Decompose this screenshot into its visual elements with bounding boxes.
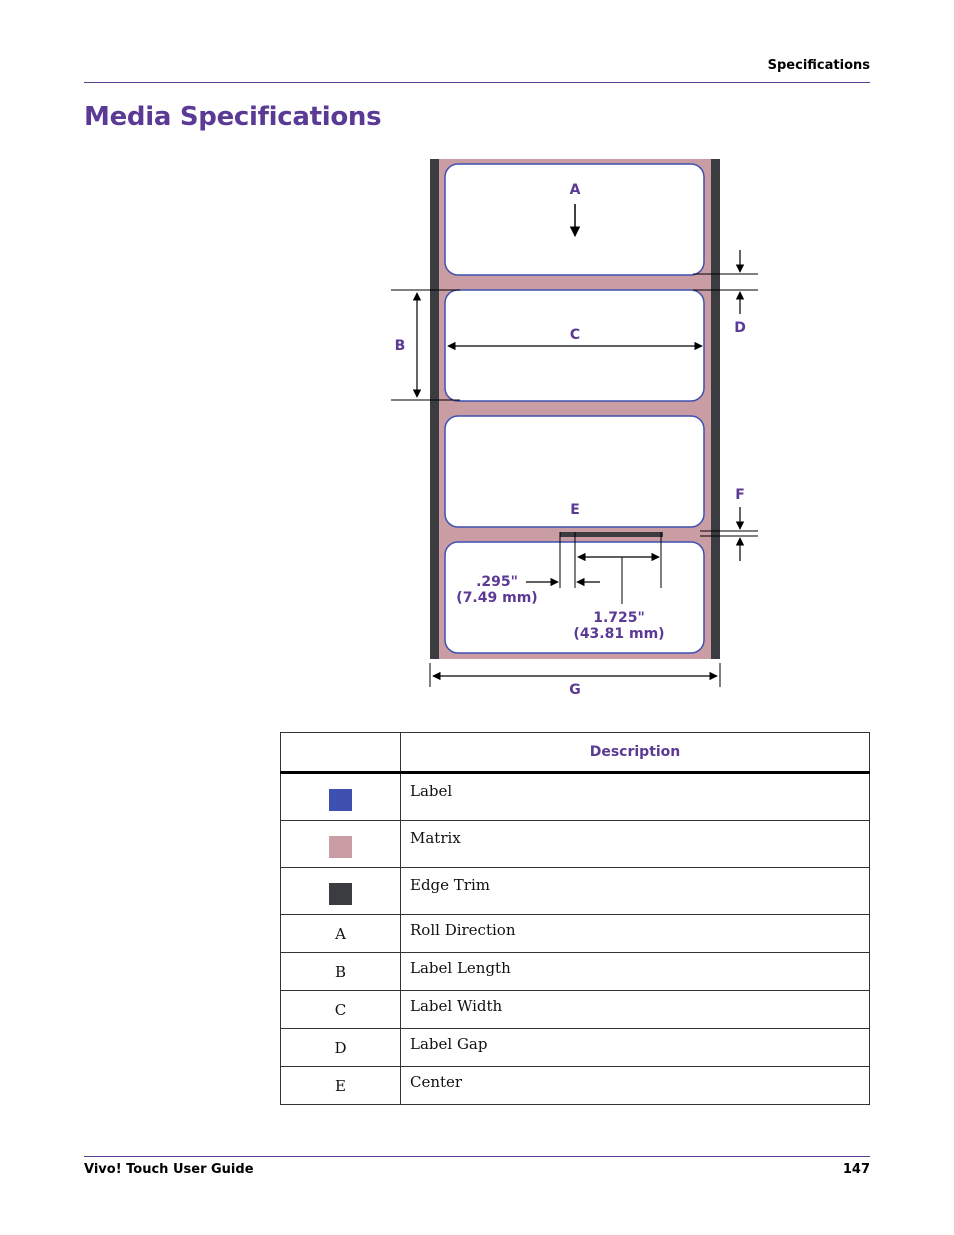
row-key: E xyxy=(281,1067,401,1105)
key-column-header xyxy=(281,733,401,773)
letter-c: C xyxy=(569,327,581,343)
edge-trim-left xyxy=(430,159,439,659)
row-description: Center xyxy=(401,1067,870,1105)
edge-trim-color-swatch xyxy=(329,883,352,905)
label-color-swatch xyxy=(329,789,352,811)
footer-rule xyxy=(84,1156,870,1157)
row-key: D xyxy=(281,1029,401,1067)
page-number: 147 xyxy=(842,1162,870,1177)
description-column-header: Description xyxy=(401,733,870,773)
table-row xyxy=(281,773,870,821)
row-key: A xyxy=(281,915,401,953)
row-description: Label Width xyxy=(401,991,870,1029)
dim2-inches: 1.725" xyxy=(593,610,645,626)
row-key: C xyxy=(281,991,401,1029)
dim1-inches: .295" xyxy=(476,574,518,590)
matrix-color-swatch xyxy=(329,836,352,858)
row-key: B xyxy=(281,953,401,991)
row-description: Matrix xyxy=(401,821,870,868)
table-row xyxy=(281,821,870,868)
letter-d: D xyxy=(734,320,746,336)
row-description: Edge Trim xyxy=(401,868,870,915)
letter-b: B xyxy=(394,338,406,354)
edge-trim-right xyxy=(711,159,720,659)
letter-g: G xyxy=(569,682,581,698)
row-description: Label Length xyxy=(401,953,870,991)
dim2-mm: (43.81 mm) xyxy=(573,626,665,642)
table-row xyxy=(281,991,870,1029)
legend-table xyxy=(280,732,870,1105)
letter-f: F xyxy=(735,487,745,503)
row-description: Label Gap xyxy=(401,1029,870,1067)
row-description: Label xyxy=(401,773,870,821)
table-row xyxy=(281,868,870,915)
running-header: Specifications xyxy=(767,58,870,73)
table-row xyxy=(281,1067,870,1105)
footer-guide-title: Vivo! Touch User Guide xyxy=(84,1162,254,1177)
row-description: Roll Direction xyxy=(401,915,870,953)
table-row xyxy=(281,1029,870,1067)
dim1-mm: (7.49 mm) xyxy=(456,590,538,606)
table-row xyxy=(281,953,870,991)
letter-a: A xyxy=(569,182,581,198)
page-title: Media Specifications xyxy=(84,102,382,132)
table-row xyxy=(281,915,870,953)
letter-e: E xyxy=(570,502,580,518)
